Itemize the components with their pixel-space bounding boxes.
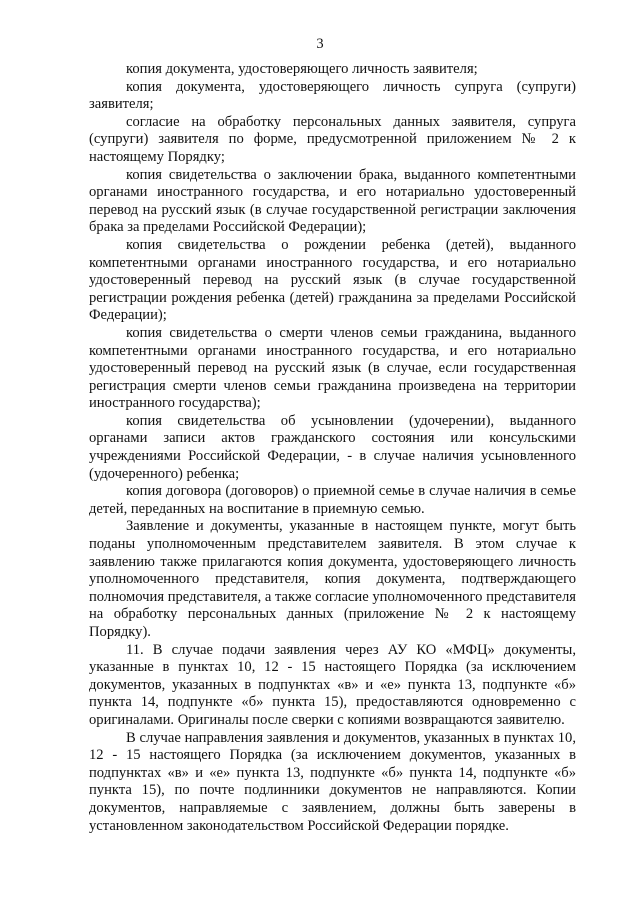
page-number: 3 [316, 36, 324, 52]
document-body [89, 61, 576, 835]
paragraph-birth-certificate: копия свидетельства о рождении ребенка (детей), выданного компетентными органами иностранного государства, и его нотариально удостоверенный перевод на русский язык (в случае государственной регистрации рождения ребенка (детей) гражданина за пределами Российской Федерации); [89, 236, 576, 324]
paragraph-personal-data-consent: согласие на обработку персональных данных заявителя, супруга (супруги) заявителя по форме, предусмотренной приложением № 2 к настоящему Порядку; [89, 113, 576, 165]
paragraph-item-11-mfc: 11. В случае подачи заявления через АУ КО «МФЦ» документы, указанные в пунктах 10, 12 - 15 настоящего Порядка (за исключением документов, указанных в подпунктах «в» и «е» пункта 13, подпункте «б» пункта 14, подпункте «б» пункта 15), предоставляются одновременно с оригиналами. Оригиналы после сверки с копиями возвращаются заявителю. [89, 641, 576, 728]
paragraph-adoption-certificate: копия свидетельства об усыновлении (удочерении), выданного органами записи актов гражданского состояния или консульскими учреждениями Российской Федерации, - в случае наличия усыновленного (удочеренного) ребенка; [89, 412, 576, 482]
paragraph-authorized-representative: Заявление и документы, указанные в настоящем пункте, могут быть поданы уполномоченным представителем заявителя. В этом случае к заявлению также прилагаются копия документа, удостоверяющего личность уполномоченного представителя, копия документа, подтверждающего полномочия представителя, а также согласие уполномоченного представителя на обработку персональных данных (приложение № 2 к настоящему Порядку). [89, 518, 576, 640]
paragraph-foster-family-contract: копия договора (договоров) о приемной семье в случае наличия в семье детей, переданных на воспитание в приемную семью. [89, 483, 576, 517]
paragraph-marriage-certificate: копия свидетельства о заключении брака, выданного компетентными органами иностранного государства, и его нотариально удостоверенный перевод на русский язык (в случае государственной регистрации заключения брака за пределами Российской Федерации); [89, 166, 576, 236]
paragraph-spouse-id-copy: копия документа, удостоверяющего личность супруга (супруги) заявителя; [89, 78, 576, 113]
paragraph-applicant-id-copy: копия документа, удостоверяющего личность заявителя; [126, 61, 478, 77]
paragraph-death-certificate: копия свидетельства о смерти членов семьи гражданина, выданного компетентными органами иностранного государства, и его нотариально удостоверенный перевод на русский язык (в случае, если государственная регистрация смерти членов семьи гражданина произведена на территории иностранного государства); [89, 324, 576, 412]
paragraph-mail-submission: В случае направления заявления и документов, указанных в пунктах 10, 12 - 15 настоящего Порядка (за исключением документов, указанных в подпунктах «в» и «е» пункта 13, подпункте «б» пункта 14, подпункте «б» пункта 15), по почте подлинники документов не направляются. Копии документов, направляемые с заявлением, должны быть заверены в установленном законодательством Российской Федерации порядке. [89, 729, 576, 834]
